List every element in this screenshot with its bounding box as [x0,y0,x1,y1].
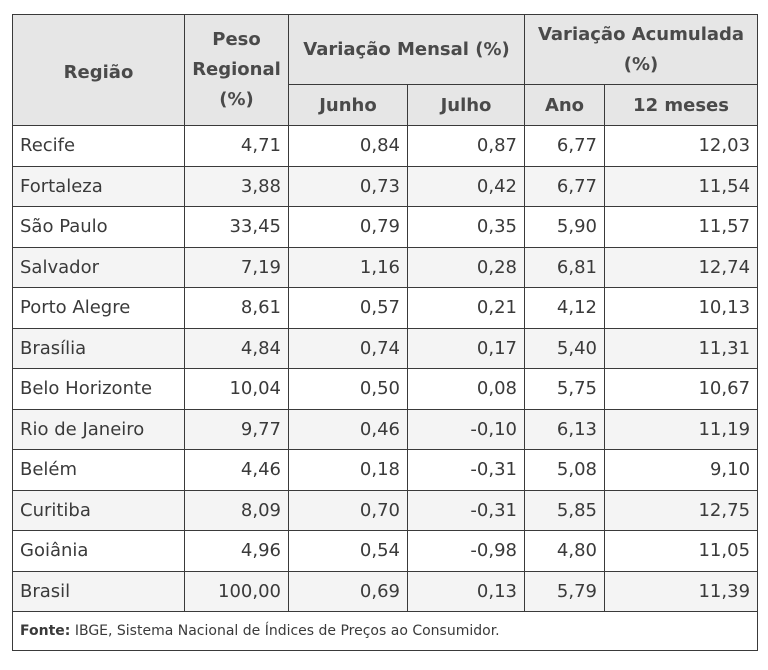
cell-peso: 33,45 [185,207,289,248]
cell-ano: 6,81 [525,247,605,288]
cell-regiao: Curitiba [13,490,185,531]
cell-regiao: Recife [13,126,185,167]
cell-regiao: Porto Alegre [13,288,185,329]
source-text: IBGE, Sistema Nacional de Índices de Preços ao Consumidor. [70,623,500,639]
cell-12-meses: 11,57 [605,207,758,248]
cell-julho: 0,87 [408,126,525,167]
table-row [13,288,758,329]
cell-julho: -0,31 [408,490,525,531]
cell-12-meses: 11,31 [605,328,758,369]
table-row [13,247,758,288]
cell-ano: 5,90 [525,207,605,248]
table-row [13,328,758,369]
ipca-regional-table [12,14,758,651]
cell-12-meses: 10,67 [605,369,758,410]
cell-peso: 8,09 [185,490,289,531]
cell-peso: 4,46 [185,450,289,491]
header-peso-regional: Peso Regional (%) [185,15,289,126]
cell-peso: 10,04 [185,369,289,410]
cell-regiao: São Paulo [13,207,185,248]
table-body [13,126,758,612]
cell-junho: 0,54 [289,531,408,572]
cell-peso: 4,84 [185,328,289,369]
cell-junho: 0,50 [289,369,408,410]
cell-12-meses: 10,13 [605,288,758,329]
cell-12-meses: 12,03 [605,126,758,167]
table-row [13,409,758,450]
cell-julho: 0,13 [408,571,525,612]
cell-12-meses: 11,05 [605,531,758,572]
cell-junho: 0,84 [289,126,408,167]
cell-ano: 6,77 [525,166,605,207]
cell-12-meses: 12,74 [605,247,758,288]
cell-peso: 9,77 [185,409,289,450]
cell-ano: 5,08 [525,450,605,491]
cell-peso: 4,71 [185,126,289,167]
table-row [13,126,758,167]
cell-julho: -0,10 [408,409,525,450]
cell-junho: 0,57 [289,288,408,329]
cell-julho: 0,28 [408,247,525,288]
cell-regiao: Fortaleza [13,166,185,207]
cell-junho: 0,70 [289,490,408,531]
source-label: Fonte: [20,623,71,639]
cell-peso: 100,00 [185,571,289,612]
cell-junho: 0,69 [289,571,408,612]
cell-regiao: Brasília [13,328,185,369]
table-row [13,490,758,531]
cell-julho: 0,35 [408,207,525,248]
cell-julho: 0,17 [408,328,525,369]
cell-julho: -0,98 [408,531,525,572]
cell-junho: 0,73 [289,166,408,207]
cell-junho: 0,18 [289,450,408,491]
cell-ano: 5,75 [525,369,605,410]
cell-peso: 4,96 [185,531,289,572]
header-julho: Julho [408,85,525,126]
cell-julho: 0,08 [408,369,525,410]
cell-peso: 7,19 [185,247,289,288]
table-header [13,15,758,126]
cell-julho: -0,31 [408,450,525,491]
cell-12-meses: 9,10 [605,450,758,491]
cell-12-meses: 11,19 [605,409,758,450]
cell-ano: 6,13 [525,409,605,450]
cell-ano: 6,77 [525,126,605,167]
cell-regiao: Goiânia [13,531,185,572]
table-row [13,207,758,248]
cell-ano: 5,40 [525,328,605,369]
cell-12-meses: 11,39 [605,571,758,612]
header-variacao-mensal: Variação Mensal (%) [289,15,525,85]
cell-peso: 8,61 [185,288,289,329]
cell-12-meses: 12,75 [605,490,758,531]
cell-junho: 0,79 [289,207,408,248]
cell-regiao: Salvador [13,247,185,288]
cell-ano: 4,12 [525,288,605,329]
header-regiao: Região [13,15,185,126]
header-variacao-acumulada: Variação Acumulada (%) [525,15,758,85]
cell-regiao: Rio de Janeiro [13,409,185,450]
cell-julho: 0,21 [408,288,525,329]
cell-ano: 5,85 [525,490,605,531]
cell-regiao: Brasil [13,571,185,612]
source-note [13,612,758,651]
cell-regiao: Belo Horizonte [13,369,185,410]
header-ano: Ano [525,85,605,126]
cell-junho: 0,46 [289,409,408,450]
cell-julho: 0,42 [408,166,525,207]
table-row [13,369,758,410]
table-row [13,450,758,491]
table-row [13,571,758,612]
header-12-meses: 12 meses [605,85,758,126]
cell-junho: 1,16 [289,247,408,288]
cell-ano: 5,79 [525,571,605,612]
table-row [13,531,758,572]
cell-junho: 0,74 [289,328,408,369]
table-footer-row [13,612,758,651]
table-row [13,166,758,207]
cell-regiao: Belém [13,450,185,491]
ipca-table-container [12,14,757,651]
cell-12-meses: 11,54 [605,166,758,207]
cell-ano: 4,80 [525,531,605,572]
header-junho: Junho [289,85,408,126]
cell-peso: 3,88 [185,166,289,207]
